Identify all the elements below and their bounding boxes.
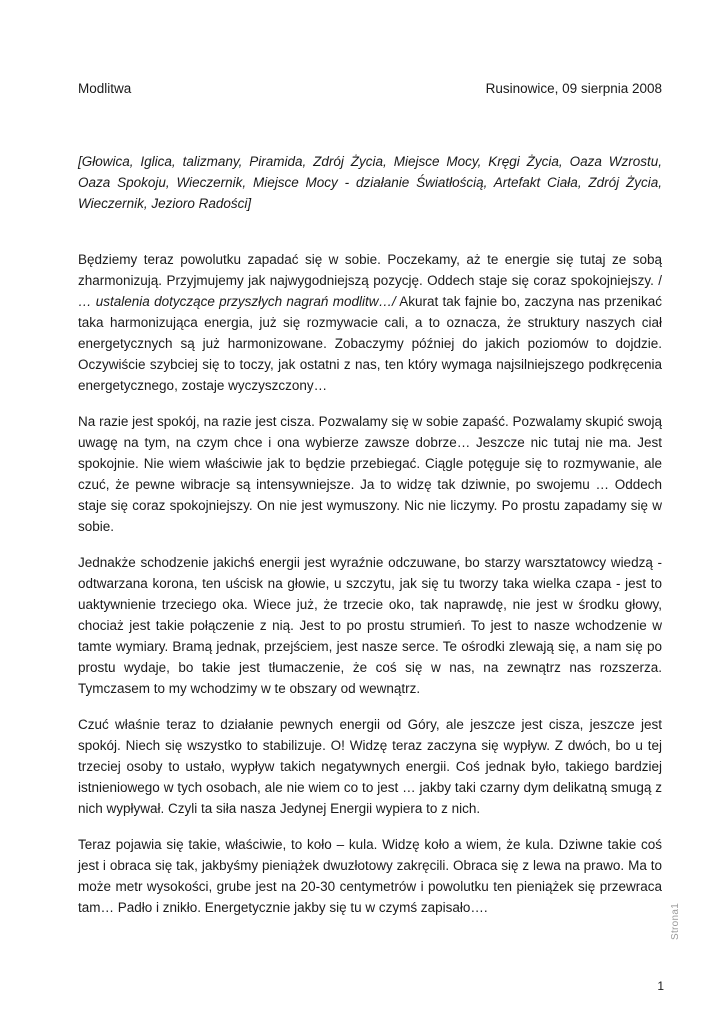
page-header [78, 81, 662, 96]
keywords-list: [Głowica, Iglica, talizmany, Piramida, Zdrój Życia, Miejsce Mocy, Kręgi Życia, Oaza Wzrostu, Oaza Spokoju, Wieczernik, Miejsce Mocy - działanie Światłością, Artefakt Ciała, Zdrój Życia, Wieczernik, Jezioro Radości] [78, 154, 662, 211]
document-body [78, 249, 662, 933]
document-title: Modlitwa [78, 81, 132, 96]
paragraph-2: Na razie jest spokój, na razie jest cisza. Pozwalamy się w sobie zapaść. Pozwalamy skupić swoją uwagę na tym, na czym chce i ona wybierze zawsze dobrze… Jeszcze nic tutaj nie ma. Jest spokojnie. Nie wiem właściwie jak to będzie przebiegać. Ciągle potęguje się to rozmywanie, ale czuć, że pewne wibracje są intensywniejsze. Ja to widzę tak dziwnie, po swojemu … Oddech staje się coraz spokojniejszy. On nie jest wymuszony. Nic nie liczymy. Po prostu zapadamy się w sobie. [78, 414, 662, 534]
paragraph-1-text-a: Będziemy teraz powolutku zapadać się w sobie. Poczekamy, aż te energie się tutaj ze sobą zharmonizują. Przyjmujemy jak najwygodniejszą pozycję. Oddech staje się coraz spokojniejszy. / [78, 252, 662, 288]
paragraph-5: Teraz pojawia się takie, właściwie, to koło – kula. Widzę koło a wiem, że kula. Dziwne takie coś jest i obraca się tak, jakbyśmy pieniążek dwuzłotowy zakręcili. Obraca się z lewa na prawo. Ma to może metr wysokości, grube jest na 20-30 centymetrów i powolutku ten pieniążek się przewraca tam… Padło i znikło. Energetycznie jakby się tu w czymś zapisało…. [78, 837, 662, 915]
side-page-label: Strona1 [670, 902, 681, 940]
place-and-date: Rusinowice, 09 sierpnia 2008 [485, 81, 662, 96]
paragraph-3: Jednakże schodzenie jakichś energii jest wyraźnie odczuwane, bo starzy warsztatowcy wiedzą - odtwarzana korona, ten uścisk na głowie, u szczytu, jak się tu tworzy taka wielka czapa - jest to uaktywnienie trzeciego oka. Wiece już, że trzecie oko, tak naprawdę, nie jest w środku głowy, chociaż jest takie połączenie z nią. Jest to po prostu strumień. To jest to nasze wchodzenie w tamte wymiary. Bramą jednak, przejściem, jest nasze serce. Te ośrodki zlewają się, a nam się po prostu wydaje, bo takie jest tłumaczenie, że coś się w nas, na zewnątrz nas rozszerza. Tymczasem to my wchodzimy w te obszary od wewnątrz. [78, 555, 662, 696]
paragraph-4: Czuć właśnie teraz to działanie pewnych energii od Góry, ale jeszcze jest cisza, jeszcze jest spokój. Niech się wszystko to stabilizuje. O! Widzę teraz zaczyna się wypływ. Z dwóch, bo u tej trzeciej osoby to ustało, wypływ takich negatywnych energii. Coś jednak było, takiego bardziej istnieniowego w tych osobach, ale nie wiem co to jest … jakby taki czarny dym delikatną smugą z nich wypływał. Czyli ta siła nasza Jedynej Energii wypiera to z nich. [78, 717, 662, 816]
paragraph-1 [78, 249, 662, 396]
page-number: 1 [657, 979, 664, 993]
paragraph-1-text-c: Akurat tak fajnie bo, zaczyna nas przenikać taka harmonizująca energia, już się rozmywacie cali, a to oznacza, że struktury naszych ciał energetycznych są już harmonizowane. Zobaczymy później do jakich poziomów to dojdzie. Oczywiście szybciej się to toczy, jak ostatni z nas, ten który wymaga najsilniejszego podkręcenia energetycznego, zostaje wyczyszczony… [78, 294, 662, 393]
paragraph-1-italic-note: … ustalenia dotyczące przyszłych nagrań modlitw…/ [78, 294, 396, 309]
